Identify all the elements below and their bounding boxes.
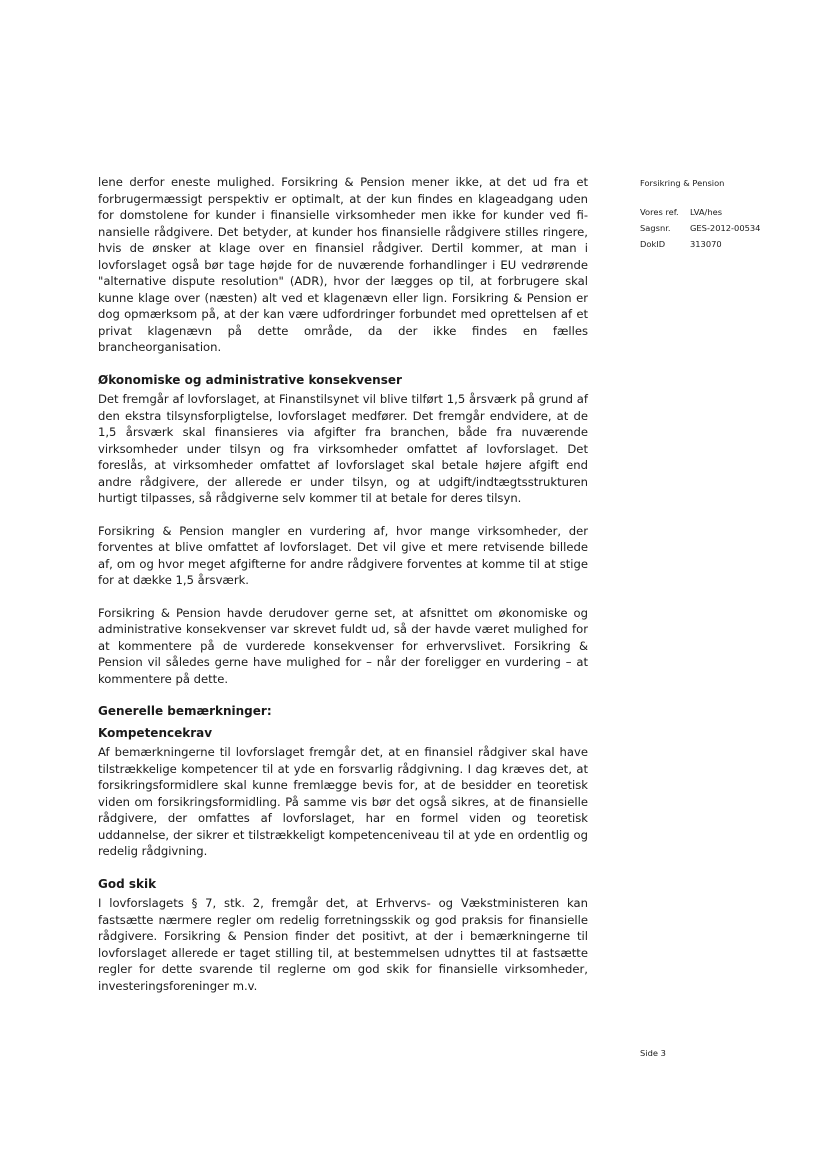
paragraph-god-skik: I lovforslagets § 7, stk. 2, fremgår det, at Erhvervs- og Vækstministeren kan fastsætte nærmere regler om redelig forretningsskik og god praksis for finansielle rådgivere. Forsikring & Pension finder det positivt, at der i bemærkningerne til lovforslaget allerede er taget stilling til, at bestemmelsen udnyttes til at fastsætte regler for dette svarende til reglerne om god skik for finansielle virksomheder, investeringsforeninger m.v. [98,896,588,993]
meta-row-sagsnr [640,222,760,234]
heading-okonomiske-konsekvenser: Økonomiske og administrative konsekvenser [98,372,402,387]
heading-kompetencekrav: Kompetencekrav [98,725,213,740]
meta-row-ref [640,206,760,218]
meta-value: 313070 [690,239,722,249]
meta-row-dokid [640,238,760,250]
meta-label: Vores ref. [640,207,679,217]
meta-label: Sagsnr. [640,223,671,233]
paragraph-okonomi-1: Det fremgår af lovforslaget, at Finanstilsynet vil blive tilført 1,5 årsværk på grund af den ekstra tilsynsforpligtelse, lovforslaget medfører. Det fremgår endvidere, at de 1,5 årsværk skal finansieres via afgifter fra branchen, både fra nuværende virksomheder under tilsyn og fra virksomheder omfattet af lovforslaget. Det foreslås, at virksomheder omfattet af lovforslaget skal betale højere afgift end andre rådgivere, der allerede er under tilsyn, og at udgift/indtægtsstrukturen hurtigt tilpasses, så rådgiverne selv kommer til at betale for deres tilsyn. [98,392,588,505]
paragraph-kompetencekrav: Af bemærkningerne til lovforslaget fremgår det, at en finansiel rådgiver skal have tilstrækkelige kompetencer til at yde en forsvarlig rådgivning. I dag kræves det, at forsikringsformidlere skal kunne fremlægge bevis for, at de besidder en teoretisk viden om forsikringsformidling. På samme vis bør det også sikres, at de finansielle rådgivere, der omfattes af lovforslaget, har en formel viden og teoretisk uddannelse, der sikrer et tilstrækkeligt kompetenceniveau til at yde en ordentlig og redelig rådgivning. [98,745,588,858]
heading-god-skik: God skik [98,876,157,891]
page-number: Side 3 [640,1048,666,1058]
meta-label: DokID [640,239,666,249]
sidebar-org: Forsikring & Pension [640,178,725,188]
paragraph-okonomi-2: Forsikring & Pension mangler en vurdering af, hvor mange virksomheder, der forventes at blive omfattet af lovforslaget. Det vil give et mere retvisende billede af, om og hvor meget afgifterne for andre rådgivere forventes at komme til at stige for at dække 1,5 årsværk. [98,523,588,587]
main-content [98,174,588,994]
sidebar-meta [640,177,760,254]
paragraph-okonomi-3: Forsikring & Pension havde derudover gerne set, at afsnittet om økonomiske og administrative konsekvenser var skrevet fuldt ud, så der havde været mulighed for at kommentere på de vurderede konsekvenser for erhvervslivet. Forsikring & Pension vil således gerne have mulighed for – når der foreligger en vurdering – at kommentere på dette. [98,605,588,686]
heading-generelle-bemaerkninger: Generelle bemærkninger: [98,704,272,718]
paragraph-intro: lene derfor eneste mulighed. Forsikring & Pension mener ikke, at det ud fra et forbrugermæssigt perspektiv er optimalt, at der kun findes en klageadgang uden for domstolene for kunder i finansielle virksomheder men ikke for kunder ved finansielle rådgivere. Det betyder, at kunder hos finansielle rådgivere stilles ringere, hvis de ønsker at klage over en finansiel rådgiver. Dertil kommer, at man i lovforslaget også bør tage højde for de nuværende forhandlinger i EU vedrørende "alternative dispute resolution" (ADR), hvor der lægges op til, at forbrugere skal kunne klage over (næsten) alt ved et klagenævn eller lign. Forsikring & Pension er dog opmærksom på, at der kan være udfordringer forbundet med oprettelsen af et privat klagenævn på dette område, da der ikke findes en fælles brancheorganisation. [98,175,588,354]
meta-value: LVA/hes [690,207,723,217]
meta-value: GES-2012-00534 [690,223,761,233]
